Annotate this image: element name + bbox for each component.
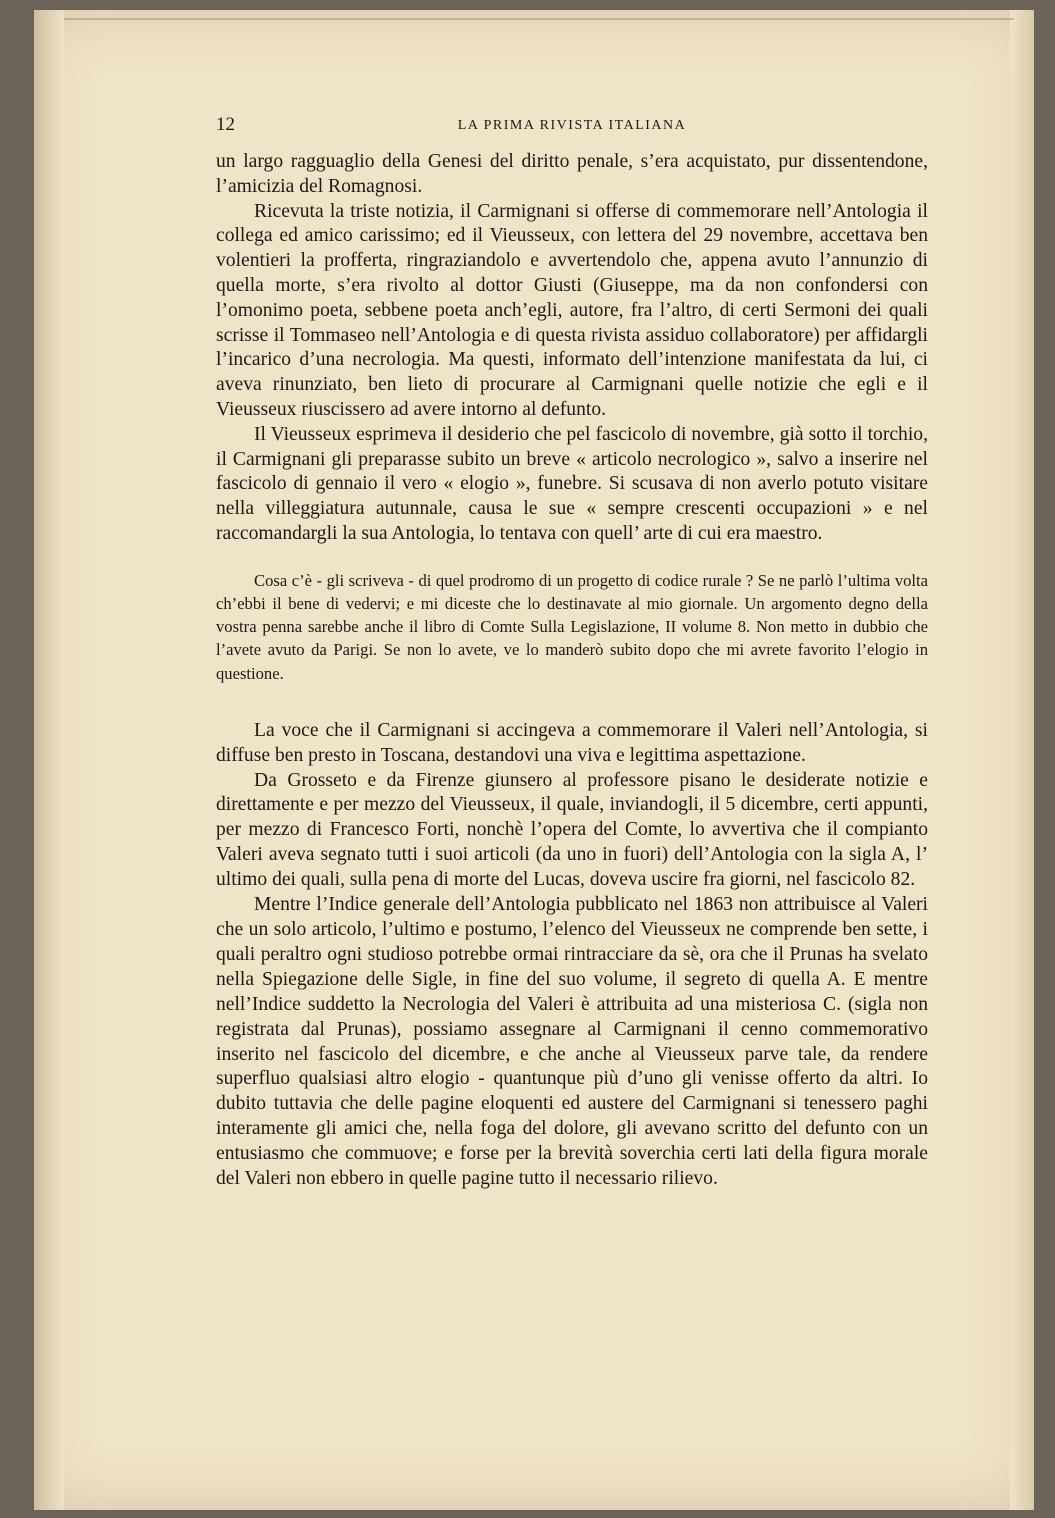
paragraph: Il Vieusseux esprimeva il desiderio che pel fascicolo di novembre, già sotto il torchio, il Carmignani gli preparasse subito un breve « articolo necrologico », salvo a inserire nel fascicolo di gennaio il vero « elogio », funebre. Si scusava di non averlo potuto visitare nella villeggiatura autunnale, causa le sue « sempre crescenti occupazioni » e nel raccomandargli la sua Antologia, lo tentava con quell’ arte di cui era maestro. xyxy=(216,423,928,544)
book-page xyxy=(34,10,1034,1510)
paragraph: un largo ragguaglio della Genesi del diritto penale, s’era acquistato, pur dissentendone, l’amicizia del Romagnosi. xyxy=(216,151,928,197)
paragraph: La voce che il Carmignani si accingeva a commemorare il Valeri nell’Antologia, si diffuse ben presto in Toscana, destandovi una viva e legittima aspettazione. xyxy=(216,719,928,766)
paragraph: Mentre l’Indice generale dell’Antologia pubblicato nel 1863 non attribuisce al Valeri che un solo articolo, l’ultimo e postumo, l’elenco del Vieusseux ne comprende ben sette, i quali peraltro ogni studioso potrebbe ormai rintracciare da sè, ora che il Prunas ha svelato nella Spiegazione delle Sigle, in fine del suo volume, il segreto di quella A. E mentre nell’Indice suddetto la Necrologia del Valeri è attribuita ad una misteriosa C. (sigla non registrata dal Prunas), possiamo assegnare al Carmignani il cenno commemorativo inserito nel fascicolo del dicembre, e che anche al Vieusseux parve tale, da rendere superfluo qualsiasi altro elogio - quantunque più d’uno gli venisse offerto da altri. Io dubito tuttavia che delle pagine eloquenti ed austere del Carmignani si tenessero paghi interamente gli amici che, nella foga del dolore, gli avevano scritto del defunto con un entusiasmo che commuove; e forse per la brevità soverchia certi lati della figura morale del Valeri non ebbero in quelle pagine tutto il necessario rilievo. xyxy=(216,894,928,1190)
paragraph: Da Grosseto e da Firenze giunsero al professore pisano le desiderate notizie e direttamente e per mezzo del Vieusseux, il quale, inviandogli, il 5 dicembre, certi appunti, per mezzo di Francesco Forti, nonchè l’opera del Comte, lo avvertiva che il compianto Valeri aveva segnato tutti i suoi articoli (da uno in fuori) dell’Antologia con la sigla A, l’ ultimo dei quali, sulla pena di morte del Lucas, doveva uscire fra giorni, nel fascicolo 82. xyxy=(216,769,928,891)
letter-quotation xyxy=(216,569,928,685)
page-content xyxy=(216,110,928,1192)
quotation-text: Cosa c’è - gli scriveva - di quel prodromo di un progetto di codice rurale ? Se ne parlò l’ultima volta ch’ebbi il bene di vedervi; e mi diceste che lo destinavate al mio giornale. Un argomento degno della vostra penna sarebbe anche il libro di Comte Sulla Legislazione, II volume 8. Non metto in dubbio che l’avete avuto da Parigi. Se non lo avete, ve lo manderò subito dopo che mi avrete favorito l’elogio in questione. xyxy=(216,570,928,683)
page-gutter-shadow xyxy=(34,10,64,1510)
page-edge xyxy=(1010,10,1034,1510)
body-text-bottom xyxy=(216,719,928,1192)
scan-edge-line xyxy=(64,18,1014,20)
body-text-top xyxy=(216,150,928,547)
page-header xyxy=(216,110,928,144)
running-title: LA PRIMA RIVISTA ITALIANA xyxy=(457,118,687,133)
paragraph: Ricevuta la triste notizia, il Carmignani si offerse di commemorare nell’Antologia il collega ed amico carissimo; ed il Vieusseux, con lettera del 29 novembre, accettava ben volentieri la profferta, ringraziandolo e avvertendolo che, appena avuto l’annunzio di quella morte, s’era rivolto al dottor Giusti (Giuseppe, ma da non confondersi con l’omonimo poeta, sebbene poeta anch’egli, autore, fra l’altro, di certi Sermoni dei quali scrisse il Tommaseo nell’Antologia e di questa rivista assiduo collaboratore) per affidargli l’incarico d’una necrologia. Ma questi, informato dell’intenzione manifestata da lui, ci aveva rinunziato, ben lieto di procurare al Carmignani quelle notizie che egli e il Vieusseux riuscissero ad avere intorno al defunto. xyxy=(216,200,928,420)
page-number: 12 xyxy=(216,114,235,135)
